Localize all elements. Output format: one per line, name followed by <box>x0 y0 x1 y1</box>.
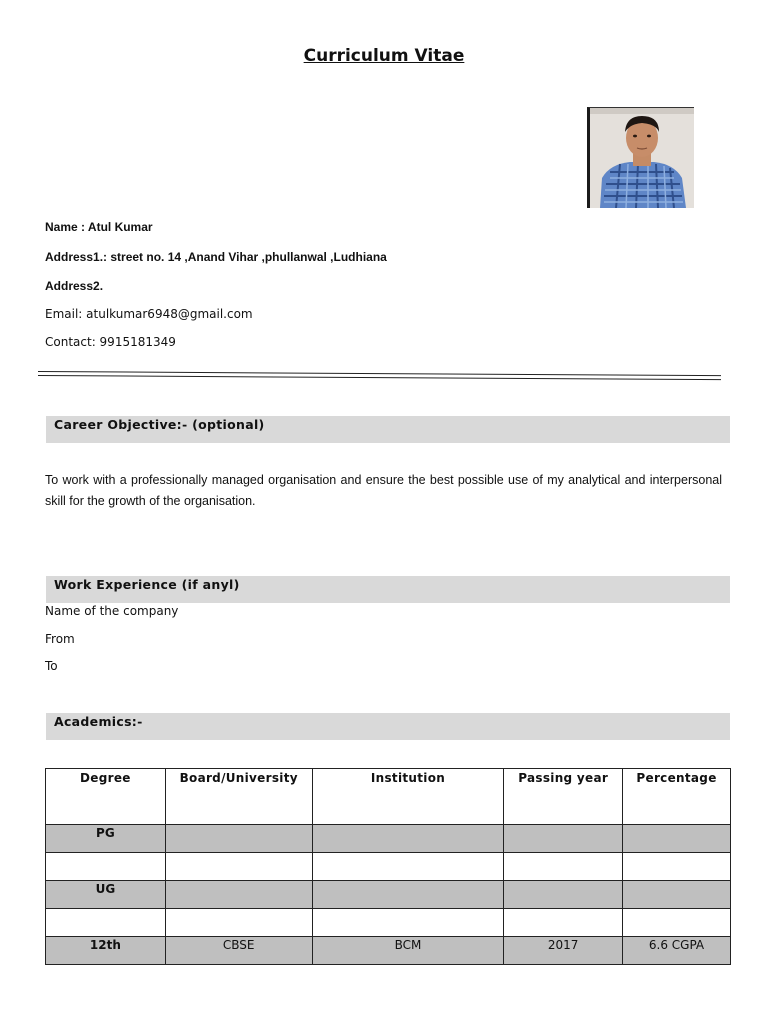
column-header-board: Board/University <box>165 769 312 825</box>
cell-percentage: 6.6 CGPA <box>623 937 731 965</box>
address1-field: Address1.: street no. 14 ,Anand Vihar ,phullanwal ,Ludhiana <box>45 250 387 264</box>
cell-percentage <box>623 909 731 937</box>
work-experience-heading: Work Experience (if anyl) <box>46 576 730 603</box>
profile-photo <box>587 107 694 208</box>
contact-field: Contact: 9915181349 <box>45 335 176 349</box>
address2-field: Address2. <box>45 279 104 293</box>
to-label: To <box>45 659 58 673</box>
cell-year <box>504 825 623 853</box>
cell-percentage <box>623 881 731 909</box>
table-row <box>46 825 731 853</box>
cell-degree: PG <box>46 825 166 853</box>
career-objective-heading: Career Objective:- (optional) <box>46 416 730 443</box>
cell-degree: 12th <box>46 937 166 965</box>
cell-institution <box>312 853 504 881</box>
academics-table <box>45 768 731 965</box>
cell-institution <box>312 825 504 853</box>
table-row <box>46 853 731 881</box>
cell-degree <box>46 909 166 937</box>
cell-percentage <box>623 853 731 881</box>
cell-board <box>165 825 312 853</box>
academics-heading: Academics:- <box>46 713 730 740</box>
name-field: Name : Atul Kumar <box>45 220 153 234</box>
table-row <box>46 937 731 965</box>
table-header-row <box>46 769 731 825</box>
cell-institution: BCM <box>312 937 504 965</box>
cell-year <box>504 853 623 881</box>
column-header-institution: Institution <box>312 769 504 825</box>
career-objective-text: To work with a professionally managed organisation and ensure the best possible use of my analytical and interpersonal skill for the growth of the organisation. <box>45 473 722 508</box>
cell-year: 2017 <box>504 937 623 965</box>
cell-degree: UG <box>46 881 166 909</box>
company-name-label: Name of the company <box>45 604 179 618</box>
cell-board <box>165 881 312 909</box>
cell-institution <box>312 881 504 909</box>
from-label: From <box>45 632 75 646</box>
cell-degree <box>46 853 166 881</box>
cell-board: CBSE <box>165 937 312 965</box>
cell-percentage <box>623 825 731 853</box>
page-title: Curriculum Vitae <box>303 46 465 66</box>
column-header-percentage: Percentage <box>623 769 731 825</box>
table-row <box>46 909 731 937</box>
column-header-passing-year: Passing year <box>504 769 623 825</box>
cell-institution <box>312 909 504 937</box>
column-header-degree: Degree <box>46 769 166 825</box>
table-row <box>46 881 731 909</box>
cell-board <box>165 853 312 881</box>
cell-year <box>504 909 623 937</box>
divider-line <box>38 375 721 380</box>
cell-year <box>504 881 623 909</box>
email-field: Email: atulkumar6948@gmail.com <box>45 307 253 321</box>
cell-board <box>165 909 312 937</box>
